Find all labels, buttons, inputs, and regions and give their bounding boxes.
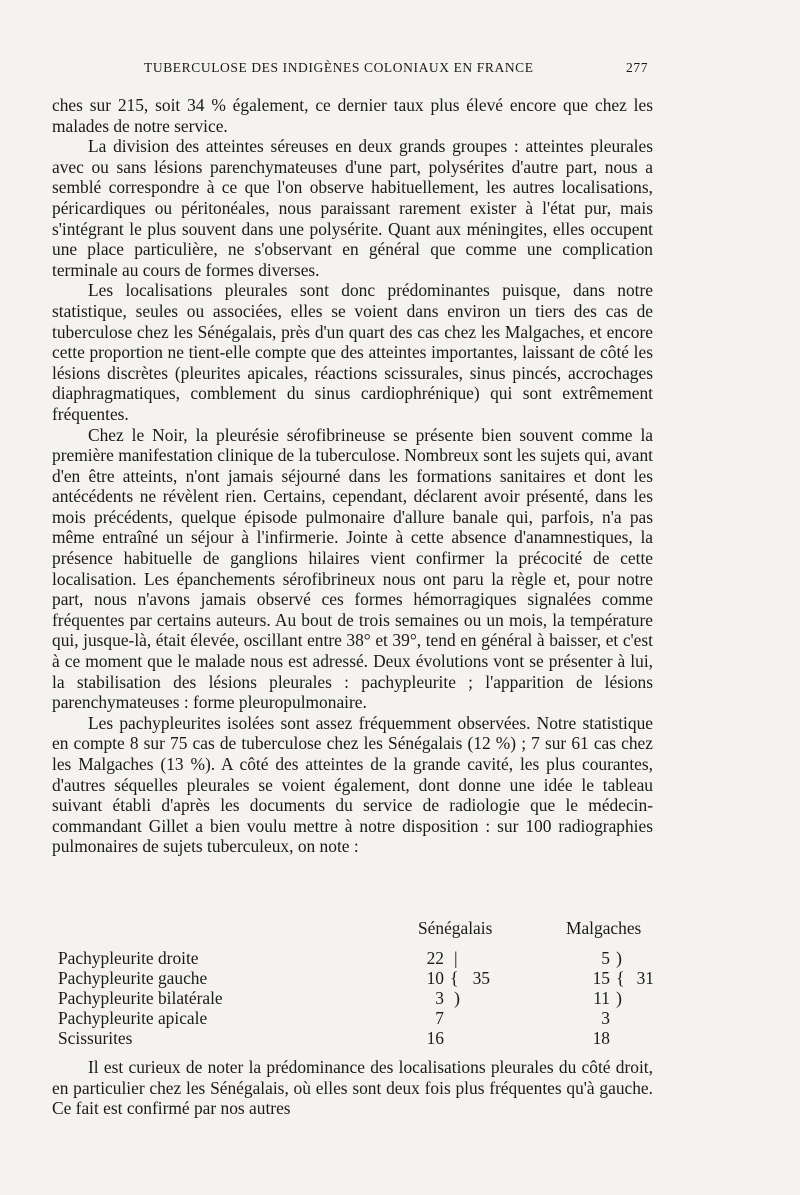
column-header-senegalais: Sénégalais <box>418 918 493 938</box>
table-cell-senegalais: 16 <box>426 1028 444 1048</box>
paragraph: La division des atteintes séreuses en deux grands groupes : atteintes pleurales avec ou sans lésions parenchymateuses d'une part, polysérites d'autre part, nous a semblé correspondre à ce que l'on observe habituellement, les autres localisations, péricardiques ou péritonéales, nous paraissant rarement exister à l'état pur, mais s'intégrant le plus souvent dans une polysérite. Quant aux méningites, elles occupent une place particulière, ne s'observant en général que comme une complication terminale au cours de formes diverses. <box>52 136 653 280</box>
table-row-label: Pachypleurite droite <box>58 948 199 968</box>
table-cell-senegalais: 22 <box>426 948 444 968</box>
brace-glyph: | <box>454 948 458 968</box>
table-cell-malgaches: 5 <box>601 948 610 968</box>
brace-glyph: { <box>616 968 625 988</box>
table-cell-senegalais: 7 <box>435 1008 444 1028</box>
table-cell-malgaches: 18 <box>592 1028 610 1048</box>
closing-text <box>52 1057 653 1119</box>
table-row-label: Pachypleurite apicale <box>58 1008 208 1028</box>
table-row-label: Scissurites <box>58 1028 133 1048</box>
column-header-malgaches: Malgaches <box>566 918 642 938</box>
table-cell-malgaches: 3 <box>601 1008 610 1028</box>
table-row-label: Pachypleurite gauche <box>58 968 208 988</box>
paragraph: Chez le Noir, la pleurésie sérofibrineuse se présente bien souvent comme la première manifestation clinique de la tuberculose. Nombreux sont les sujets qui, avant d'en être atteints, n'ont jamais séjourné dans les formations sanitaires et dont les antécédents ne révèlent rien. Certains, cependant, déclarent avoir présenté, dans les mois précédents, quelque épisode pulmonaire d'allure banale qui, parfois, n'a pas même entraîné un séjour à l'infirmerie. Jointe à cette absence d'anamnestiques, la présence habituelle de ganglions hilaires vient confirmer la précocité de cette localisation. Les épanchements sérofibrineux nous ont paru la règle et, pour notre part, nous n'avons jamais observé ces formes hémorragiques signalées comme fréquentes par certains auteurs. Au bout de trois semaines ou un mois, la température qui, jusque-là, était élevée, oscillant entre 38° et 39°, tend en général à baisser, et c'est à ce moment que le malade nous est adressé. Deux évolutions vont se présenter à lui, la stabilisation des lésions pleurales : pachypleurite ; l'apparition de lésions parenchymateuses : forme pleuropulmonaire. <box>52 424 653 713</box>
table-row-label: Pachypleurite bilatérale <box>58 988 223 1008</box>
group-total-senegalais: 35 <box>472 968 490 988</box>
table-cell-senegalais: 3 <box>435 988 444 1008</box>
paragraph: Il est curieux de noter la prédominance des localisations pleurales du côté droit, en particulier chez les Sénégalais, où elles sont deux fois plus fréquentes qu'à gauche. Ce fait est confirmé par nos autres <box>52 1057 653 1119</box>
paragraph: ches sur 215, soit 34 % également, ce dernier taux plus élevé encore que chez les malades de notre service. <box>52 95 653 136</box>
brace-glyph: ) <box>454 988 460 1008</box>
paragraph: Les pachypleurites isolées sont assez fréquemment observées. Notre statistique en compte 8 sur 75 cas de tuberculose chez les Sénégalais (12 %) ; 7 sur 61 cas chez les Malgaches (13 %). A côté des atteintes de la grande cavité, les plus courantes, d'autres séquelles pleurales se voient également, dont donne une idée le tableau suivant établi d'après les documents du service de radiologie que le médecin-commandant Gillet a bien voulu mettre à notre disposition : sur 100 radiographies pulmonaires de sujets tuberculeux, on note : <box>52 712 653 857</box>
brace-glyph: ) <box>616 948 622 968</box>
brace-glyph: { <box>450 968 459 988</box>
group-total-malgaches: 31 <box>636 968 654 988</box>
page-number: 277 <box>626 60 649 75</box>
data-table <box>52 918 662 1048</box>
brace-glyph: ) <box>616 988 622 1008</box>
table-cell-malgaches: 15 <box>592 968 610 988</box>
table-cell-senegalais: 10 <box>426 968 444 988</box>
body-text <box>52 95 653 857</box>
header-title: TUBERCULOSE DES INDIGÈNES COLONIAUX EN FRANCE <box>144 60 534 75</box>
table-cell-malgaches: 11 <box>593 988 610 1008</box>
paragraph: Les localisations pleurales sont donc prédominantes puisque, dans notre statistique, seules ou associées, elles se voient dans environ un tiers des cas de tuberculose chez les Sénégalais, près d'un quart des cas chez les Malgaches, et encore cette proportion ne tient-elle compte que des atteintes importantes, laissant de côté les lésions discrètes (pleurites apicales, réactions scissurales, sinus pincés, accrochages diaphragmatiques, comblement du sinus cardiophrénique) qui sont extrêmement fréquentes. <box>52 280 653 424</box>
